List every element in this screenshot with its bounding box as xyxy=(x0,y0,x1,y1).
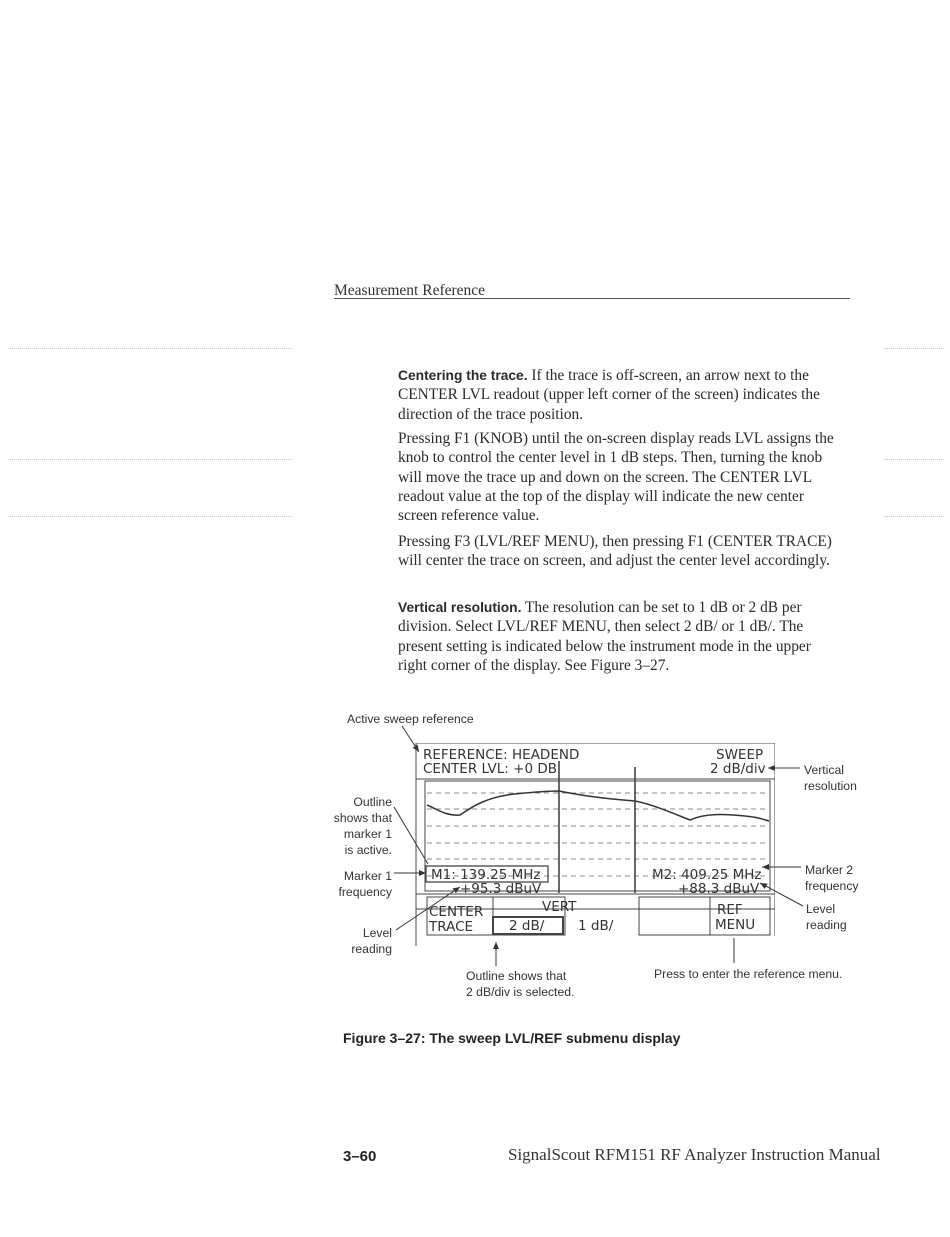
softkey-ref-line1: REF xyxy=(717,902,743,918)
screen-mode: SWEEP xyxy=(716,747,764,763)
screen-center-lvl: CENTER LVL: +0 DB xyxy=(423,761,557,777)
knob-text: Pressing F1 (KNOB) until the on-screen display reads LVL assigns the knob to control the center level in 1 dB steps. Then, turning the knob will move the trace up and down on the screen. The CENTER LVL readout value at the top of the display will indicate the new center screen reference value. xyxy=(398,430,834,525)
instrument-screen xyxy=(415,743,775,946)
callout-vertical-resolution: Vertical resolution xyxy=(804,763,857,793)
softkey-1db: 1 dB/ xyxy=(578,918,614,934)
vertical-text: The resolution can be set to 1 dB or 2 dB per division. Select LVL/REF MENU, then select 2 dB/ or 1 dB/. The present setting is indicated below the instrument mode in the upper right corner of the display. See Figure 3–27. xyxy=(398,599,811,674)
softkey-center-line2: TRACE xyxy=(429,919,474,935)
figure-caption: Figure 3–27: The sweep LVL/REF submenu display xyxy=(343,1030,681,1046)
manual-title: SignalScout RFM151 RF Analyzer Instruction Manual xyxy=(508,1145,881,1164)
screen-m1-level: +95.3 dBuV xyxy=(460,881,542,897)
f3-text: Pressing F3 (LVL/REF MENU), then pressing F1 (CENTER TRACE) will center the trace on screen, and adjust the center level accordingly. xyxy=(398,533,832,570)
callout-active-sweep: Active sweep reference xyxy=(347,712,474,726)
vertical-title: Vertical resolution. xyxy=(398,600,522,615)
centering-title: Centering the trace. xyxy=(398,368,528,383)
page-number: 3–60 xyxy=(343,1148,377,1165)
callout-level-reading-right: Level reading xyxy=(806,902,847,932)
callout-outline-2db: Outline shows that 2 dB/div is selected. xyxy=(466,969,575,999)
softkey-vert: VERT xyxy=(542,899,577,915)
softkey-center-line1: CENTER xyxy=(429,904,484,920)
screen-reference: REFERENCE: HEADEND xyxy=(423,747,580,763)
callout-marker1-frequency: Marker 1 frequency xyxy=(338,869,392,899)
callout-ref-menu: Press to enter the reference menu. xyxy=(654,967,843,981)
softkey-2db: 2 dB/ xyxy=(509,918,545,934)
screen-m1-frequency: M1: 139.25 MHz xyxy=(431,867,541,883)
callout-outline-active: Outline shows that marker 1 is active. xyxy=(333,795,392,857)
callout-level-reading-left: Level reading xyxy=(351,926,392,956)
callout-marker2-frequency: Marker 2 frequency xyxy=(805,863,859,893)
screen-m2-frequency: M2: 409.25 MHz xyxy=(652,867,762,883)
screen-scale: 2 dB/div xyxy=(710,761,766,777)
screen-m2-level: +88.3 dBuV xyxy=(678,881,760,897)
running-header: Measurement Reference xyxy=(334,282,486,299)
softkey-ref-line2: MENU xyxy=(715,917,756,933)
centering-text: If the trace is off-screen, an arrow next to the CENTER LVL readout (upper left corner of the screen) indicates the direction of the trace position. xyxy=(398,367,820,423)
